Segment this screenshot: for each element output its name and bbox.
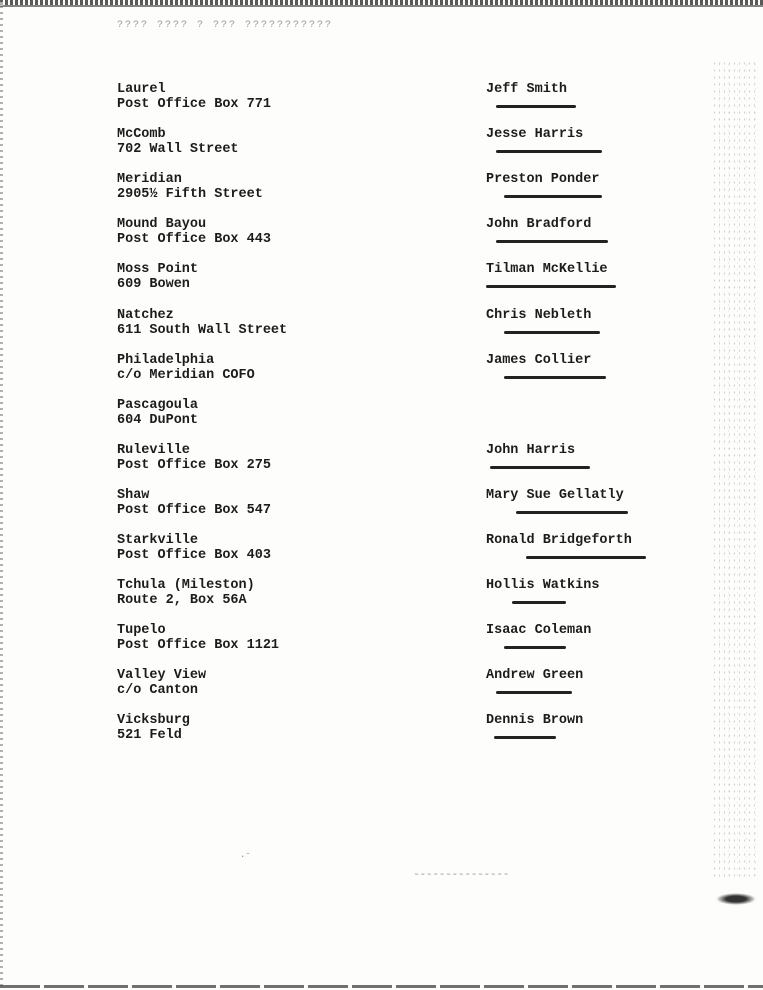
office-city: Tchula (Mileston) <box>117 578 255 593</box>
contact-name: John Bradford <box>486 217 592 232</box>
office-address: Post Office Box 443 <box>117 232 271 247</box>
faded-header-text: ???? ???? ? ??? ??????????? <box>117 20 334 31</box>
office-city: Tupelo <box>117 623 166 638</box>
handwritten-underline <box>504 195 602 198</box>
office-entry <box>117 172 447 202</box>
office-address: Route 2, Box 56A <box>117 593 247 608</box>
scan-speck: ·ˉ <box>240 852 251 862</box>
office-city: Natchez <box>117 308 174 323</box>
contact-name: Ronald Bridgeforth <box>486 533 632 548</box>
contact-entry <box>486 82 686 108</box>
office-entry <box>117 127 447 157</box>
office-entry <box>117 488 447 518</box>
handwritten-underline <box>494 736 556 739</box>
office-address: 604 DuPont <box>117 413 199 428</box>
contact-name: Andrew Green <box>486 668 584 683</box>
contact-name: Jeff Smith <box>486 82 568 97</box>
office-entry <box>117 578 447 608</box>
handwritten-underline <box>496 691 572 694</box>
ink-blot <box>716 893 756 905</box>
office-address: 609 Bowen <box>117 277 190 292</box>
contact-entry <box>486 533 686 559</box>
office-city: Laurel <box>117 82 166 97</box>
contact-entry <box>486 623 686 649</box>
contact-entry <box>486 308 686 334</box>
contact-name: Preston Ponder <box>486 172 600 187</box>
contact-entry <box>486 578 686 604</box>
left-edge-scan-border <box>0 0 3 990</box>
contact-entry <box>486 668 686 694</box>
contact-entry <box>486 262 686 288</box>
office-entry <box>117 308 447 338</box>
bottom-edge-scan-border <box>0 985 763 988</box>
scan-smudge: ˷˷˷˷˷˷˷˷˷˷˷˷˷˷˷ <box>415 866 512 876</box>
handwritten-underline <box>504 646 566 649</box>
handwritten-underline <box>516 511 628 514</box>
office-city: Moss Point <box>117 262 199 277</box>
office-city: Philadelphia <box>117 353 215 368</box>
handwritten-underline <box>496 240 608 243</box>
handwritten-underline <box>486 285 616 288</box>
office-entry <box>117 217 447 247</box>
contact-name: James Collier <box>486 353 592 368</box>
office-city: Valley View <box>117 668 207 683</box>
top-edge-rule <box>0 5 763 7</box>
office-address: c/o Meridian COFO <box>117 368 255 383</box>
handwritten-underline <box>496 150 602 153</box>
contact-name: Chris Nebleth <box>486 308 592 323</box>
office-city: Meridian <box>117 172 182 187</box>
right-edge-scan-noise <box>712 60 757 880</box>
office-city: Starkville <box>117 533 199 548</box>
handwritten-underline <box>504 331 600 334</box>
office-entry <box>117 623 447 653</box>
contact-entry <box>486 443 686 469</box>
contact-name: Jesse Harris <box>486 127 584 142</box>
contact-entry <box>486 217 686 243</box>
office-address: Post Office Box 403 <box>117 548 271 563</box>
office-entry <box>117 713 447 743</box>
office-entry <box>117 82 447 112</box>
office-address: 702 Wall Street <box>117 142 239 157</box>
office-entry <box>117 668 447 698</box>
handwritten-underline <box>526 556 646 559</box>
office-address: 521 Feld <box>117 728 182 743</box>
office-entry <box>117 533 447 563</box>
contact-entry <box>486 713 686 739</box>
office-entry <box>117 262 447 292</box>
contact-name: Dennis Brown <box>486 713 584 728</box>
office-address: Post Office Box 1121 <box>117 638 280 653</box>
office-city: Ruleville <box>117 443 190 458</box>
office-address: Post Office Box 547 <box>117 503 271 518</box>
contact-entry <box>486 172 686 198</box>
contact-name: Isaac Coleman <box>486 623 592 638</box>
office-address: Post Office Box 275 <box>117 458 271 473</box>
office-address: c/o Canton <box>117 683 199 698</box>
handwritten-underline <box>496 105 576 108</box>
contact-entry <box>486 127 686 153</box>
contact-entry <box>486 353 686 379</box>
office-city: Vicksburg <box>117 713 190 728</box>
contact-name: Tilman McKellie <box>486 262 608 277</box>
office-city: Shaw <box>117 488 150 503</box>
office-city: Pascagoula <box>117 398 199 413</box>
office-address: 611 South Wall Street <box>117 323 288 338</box>
office-address: 2905½ Fifth Street <box>117 187 263 202</box>
office-entry <box>117 443 447 473</box>
office-entry <box>117 398 447 428</box>
contact-entry <box>486 488 686 514</box>
contact-name: Hollis Watkins <box>486 578 600 593</box>
handwritten-underline <box>504 376 606 379</box>
contact-name: Mary Sue Gellatly <box>486 488 624 503</box>
handwritten-underline <box>490 466 590 469</box>
office-city: McComb <box>117 127 166 142</box>
office-entry <box>117 353 447 383</box>
contact-name: John Harris <box>486 443 576 458</box>
handwritten-underline <box>512 601 566 604</box>
office-city: Mound Bayou <box>117 217 207 232</box>
office-address: Post Office Box 771 <box>117 97 271 112</box>
